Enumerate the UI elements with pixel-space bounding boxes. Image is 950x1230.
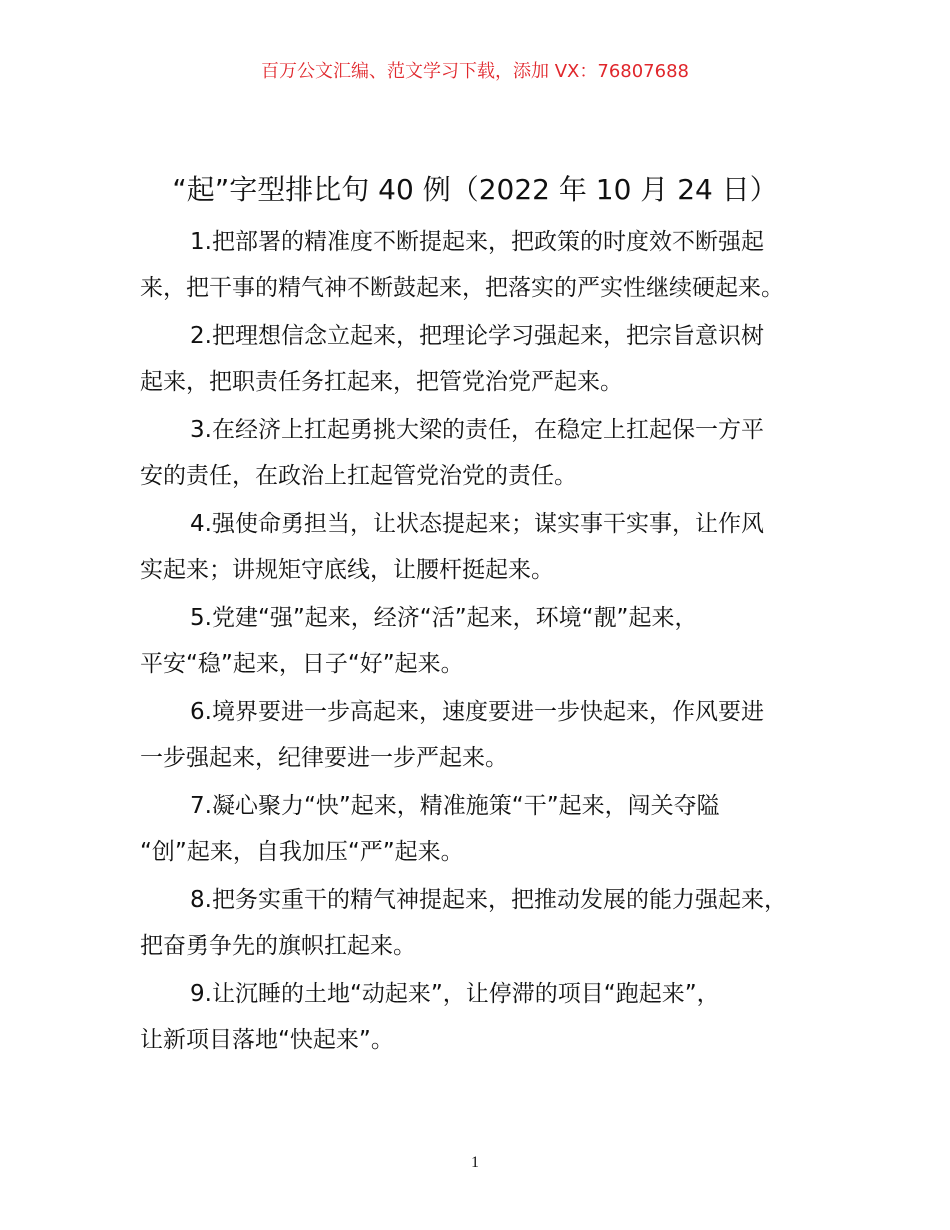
watermark-header: 百万公文汇编、范文学习下载，添加 VX：76807688 — [261, 61, 689, 82]
paragraph-5 — [140, 598, 830, 690]
document-body — [140, 222, 830, 1068]
paragraph-line: 平安“稳”起来，日子“好”起来。 — [140, 651, 464, 677]
paragraph-2 — [140, 316, 830, 408]
paragraph-line: 3.在经济上扛起勇挑大梁的责任，在稳定上扛起保一方平 — [190, 417, 764, 443]
paragraph-line: 一步强起来，纪律要进一步严起来。 — [140, 745, 508, 771]
paragraph-line: 实起来；讲规矩守底线，让腰杆挺起来。 — [140, 557, 554, 583]
paragraph-line: 1.把部署的精准度不断提起来，把政策的时度效不断强起 — [190, 229, 764, 255]
paragraph-line: 5.党建“强”起来，经济“活”起来，环境“靓”起来， — [190, 605, 698, 631]
paragraph-7 — [140, 786, 830, 878]
paragraph-4 — [140, 504, 830, 596]
paragraph-3 — [140, 410, 830, 502]
paragraph-line: 让新项目落地“快起来”。 — [140, 1027, 394, 1053]
paragraph-line: 8.把务实重干的精气神提起来，把推动发展的能力强起来， — [190, 887, 787, 913]
paragraph-1 — [140, 222, 830, 314]
paragraph-8 — [140, 880, 830, 972]
document-title: “起”字型排比句 40 例（2022 年 10 月 24 日） — [172, 173, 778, 206]
paragraph-line: 安的责任，在政治上扛起管党治党的责任。 — [140, 463, 577, 489]
paragraph-6 — [140, 692, 830, 784]
paragraph-line: 6.境界要进一步高起来，速度要进一步快起来，作风要进 — [190, 699, 764, 725]
paragraph-line: “创”起来，自我加压“严”起来。 — [140, 839, 464, 865]
page-number: 1 — [471, 1154, 479, 1171]
paragraph-line: 4.强使命勇担当，让状态提起来；谋实事干实事，让作风 — [190, 511, 764, 537]
paragraph-line: 起来，把职责任务扛起来，把管党治党严起来。 — [140, 369, 623, 395]
paragraph-line: 9.让沉睡的土地“动起来”，让停滞的项目“跑起来”， — [190, 981, 720, 1007]
paragraph-9 — [140, 974, 830, 1066]
paragraph-line: 7.凝心聚力“快”起来，精准施策“干”起来，闯关夺隘 — [190, 793, 720, 819]
paragraph-line: 把奋勇争先的旗帜扛起来。 — [140, 933, 416, 959]
paragraph-line: 2.把理想信念立起来，把理论学习强起来，把宗旨意识树 — [190, 323, 764, 349]
paragraph-line: 来，把干事的精气神不断鼓起来，把落实的严实性继续硬起来。 — [140, 275, 784, 301]
